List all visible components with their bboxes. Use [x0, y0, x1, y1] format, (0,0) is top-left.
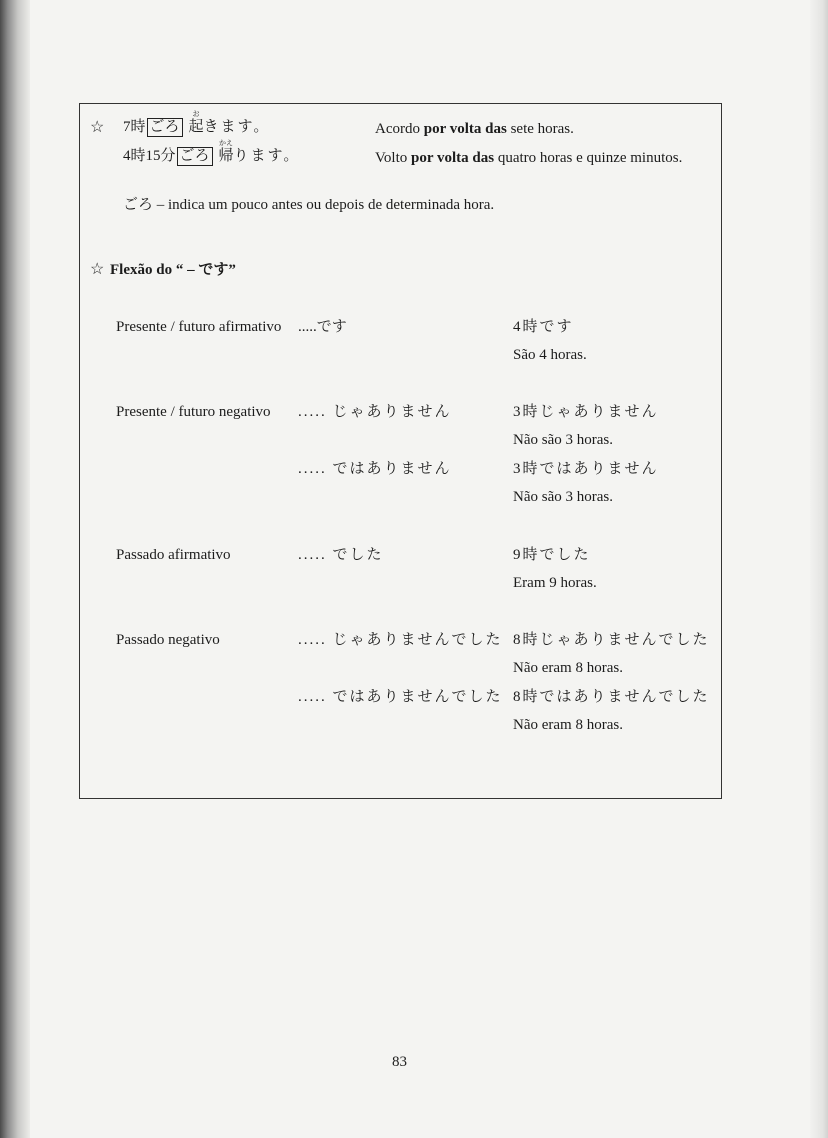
example-pt: Não são 3 horas.: [513, 489, 613, 505]
content-box: [79, 103, 722, 799]
form-ending: ..... じゃありません: [298, 404, 452, 420]
example-jp: 9時でした: [513, 547, 591, 563]
example-pt: Não eram 8 horas.: [513, 660, 623, 676]
example-pt: Eram 9 horas.: [513, 575, 597, 591]
pt-after: sete horas.: [510, 121, 574, 137]
example-jp: 3時ではありません: [513, 461, 659, 477]
kanji: 帰: [218, 148, 234, 164]
pt-after: quatro horas e quinze minutos.: [497, 150, 683, 166]
form-label: Presente / futuro afirmativo: [116, 319, 282, 335]
verb-rest: きます。: [203, 119, 271, 135]
furigana: お: [192, 110, 200, 118]
goro-box: ごろ: [147, 118, 183, 137]
pt-before: Acordo: [375, 121, 420, 137]
time-text: 7時: [123, 119, 146, 135]
form-ending: ..... ではありません: [298, 461, 452, 477]
example-row-2-jp: [123, 139, 301, 166]
example-jp: 8時じゃありませんでした: [513, 632, 710, 648]
example-pt: Não são 3 horas.: [513, 432, 613, 448]
form-label: Passado afirmativo: [116, 547, 231, 563]
furigana: かえ: [219, 139, 234, 147]
note-term: ごろ: [123, 197, 154, 213]
time-text: 4時15分: [123, 148, 176, 164]
pt-bold: por volta das: [423, 121, 507, 137]
form-ending: ..... ではありませんでした: [298, 689, 503, 705]
example-jp: 3時じゃありません: [513, 404, 659, 420]
form-label: Passado negativo: [116, 632, 220, 648]
star-icon: ☆: [90, 119, 105, 136]
page-edge-shadow: [810, 0, 828, 1138]
kanji: 起: [188, 119, 204, 135]
goro-box: ごろ: [177, 147, 213, 166]
example-pt: Não eram 8 horas.: [513, 717, 623, 733]
form-ending: ..... でした: [298, 547, 384, 563]
form-label: Presente / futuro negativo: [116, 404, 271, 420]
kanji-with-furigana: [218, 139, 234, 164]
page-number: 83: [392, 1054, 407, 1070]
example-jp: 8時ではありませんでした: [513, 689, 710, 705]
kanji-with-furigana: [188, 110, 204, 135]
example-pt: São 4 horas.: [513, 347, 587, 363]
goro-note: [123, 198, 494, 213]
example-row-1-jp: [123, 110, 271, 137]
example-jp: 4時です: [513, 319, 574, 335]
example-row-2-pt: [375, 151, 682, 166]
form-ending: ..... じゃありませんでした: [298, 632, 503, 648]
note-text: – indica um pouco antes ou depois de determinada hora.: [156, 197, 495, 213]
pt-before: Volto: [375, 150, 408, 166]
section-title: Flexão do “ – です”: [110, 262, 236, 278]
pt-bold: por volta das: [410, 150, 495, 166]
verb-rest: ります。: [233, 148, 301, 164]
book-spine-shadow: [0, 0, 30, 1138]
star-icon: ☆: [90, 261, 105, 278]
example-row-1-pt: [375, 122, 574, 137]
form-ending: .....です: [298, 319, 347, 335]
